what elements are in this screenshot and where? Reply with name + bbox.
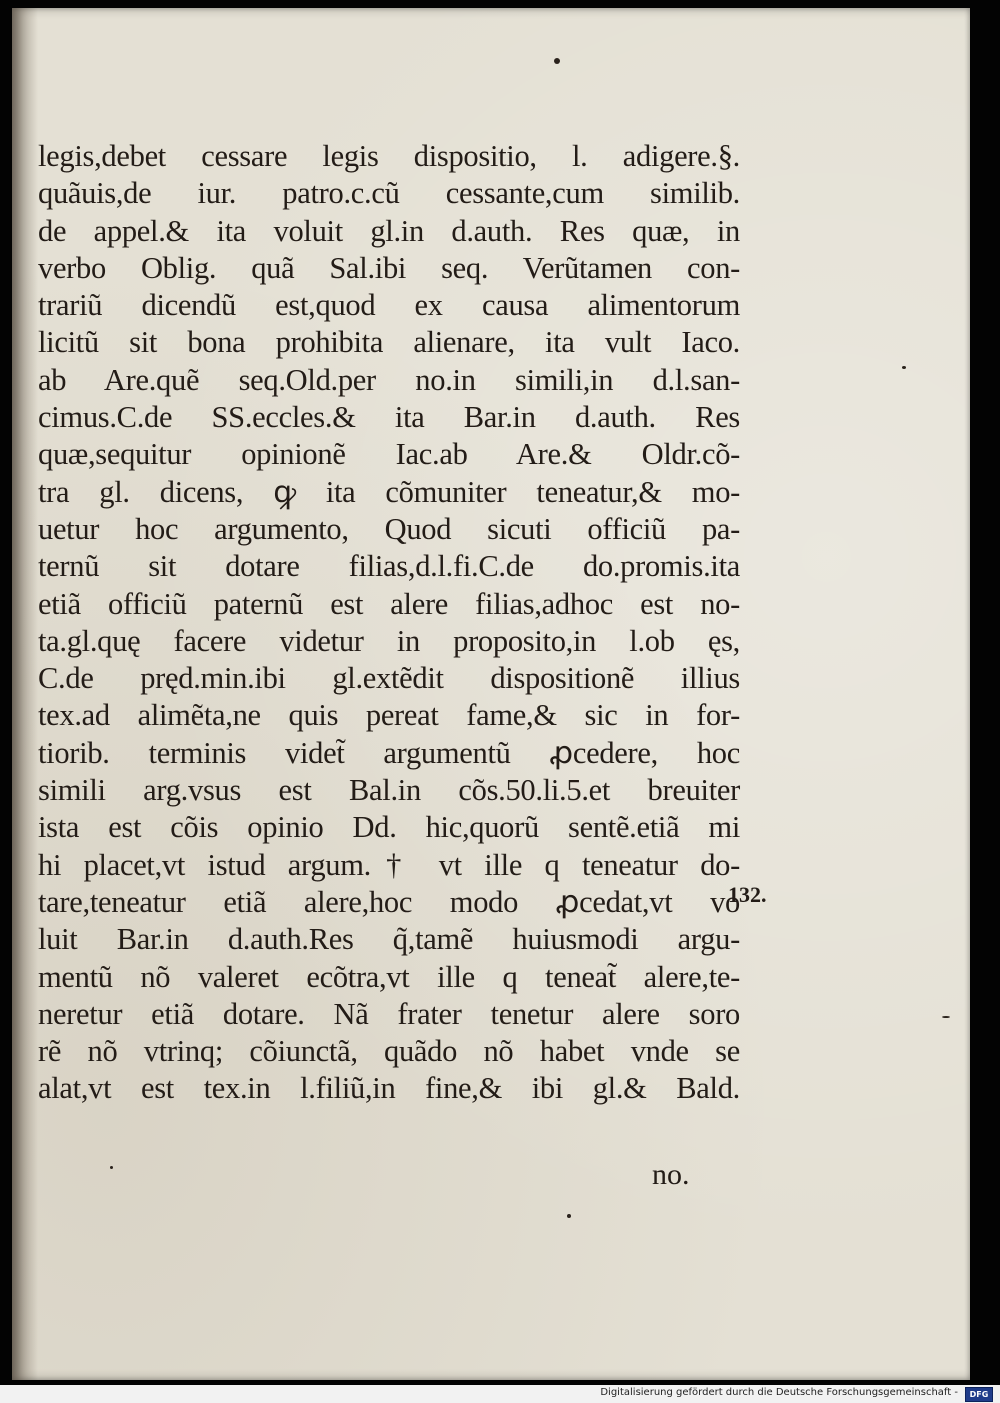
text-line: quæ,sequitur opinionẽ Iac.ab Are.& Oldr.cõ- — [38, 437, 740, 472]
text-line: neretur etiã dotare. Nã frater tenetur alere soro — [38, 996, 740, 1031]
dfg-logo-icon: DFG — [965, 1387, 993, 1402]
text-line: etiã officiũ paternũ est alere filias,adhoc est no- — [38, 586, 740, 621]
marginal-number: 132. — [728, 882, 767, 907]
page-gutter-shadow — [12, 8, 38, 1380]
ink-speck — [110, 1166, 113, 1169]
ink-speck — [942, 1016, 950, 1018]
text-line: tare,teneatur etiã alere,hoc modo ꝓcedat,vt vo — [38, 884, 740, 919]
text-line: quãuis,de iur. patro.c.cũ cessante,cum similib. — [38, 176, 740, 211]
ink-speck — [567, 1214, 571, 1218]
text-line: tiorib. terminis videt̃ argumentũ ꝓcedere, hoc — [38, 735, 740, 770]
text-line: alat,vt est tex.in l.filiũ,in fine,& ibi gl.& Bald. — [38, 1071, 740, 1106]
ink-speck — [902, 366, 906, 369]
text-line: hi placet,vt istud argum.† vt ille q teneatur do- — [38, 847, 740, 882]
text-line: legis,debet cessare legis dispositio, l. adigere.§. — [38, 139, 740, 173]
text-line: simili arg.vsus est Bal.in cõs.50.li.5.et breuiter — [38, 773, 740, 808]
footer-credit: Digitalisierung gefördert durch die Deutsche Forschungsgemeinschaft - — [600, 1387, 958, 1398]
text-line: de appel.& ita voluit gl.in d.auth. Res quæ, in — [38, 213, 740, 248]
catchword: no. — [652, 1158, 690, 1191]
text-line: trariũ dicendũ est,quod ex causa alimentorum — [38, 288, 740, 323]
text-line: rẽ nõ vtrinq; cõiunctã, quãdo nõ habet vnde se — [38, 1034, 740, 1069]
text-line: tra gl. dicens, ꝙ ita cõmuniter teneatur,& mo- — [38, 474, 740, 509]
text-line: C.de pręd.min.ibi gl.extẽdit dispositionẽ illius — [38, 661, 740, 696]
text-line: tex.ad alimẽta,ne quis pereat fame,& sic in for- — [38, 698, 740, 733]
text-line: cimus.C.de SS.eccles.& ita Bar.in d.auth. Res — [38, 400, 740, 435]
text-line: mentũ nõ valeret ecõtra,vt ille q teneat̃ alere,te- — [38, 959, 740, 994]
ink-speck — [554, 58, 560, 64]
text-line: licitũ sit bona prohibita alienare, ita vult Iaco. — [38, 325, 740, 360]
text-line: ista est cõis opinio Dd. hic,quorũ sentẽ.etiã mi — [38, 810, 740, 845]
text-line: uetur hoc argumento, Quod sicuti officiũ pa- — [38, 511, 740, 546]
text-line: luit Bar.in d.auth.Res q̃,tamẽ huiusmodi argu- — [38, 922, 740, 957]
text-line: ab Are.quẽ seq.Old.per no.in simili,in d.l.san- — [38, 362, 740, 397]
text-line: ternũ sit dotare filias,d.l.fi.C.de do.promis.ita — [38, 549, 740, 584]
text-line: verbo Oblig. quã Sal.ibi seq. Verũtamen con- — [38, 250, 740, 285]
page-text-block — [38, 138, 740, 1108]
text-line: ta.gl.quę facere videtur in proposito,in l.ob ęs, — [38, 623, 740, 658]
